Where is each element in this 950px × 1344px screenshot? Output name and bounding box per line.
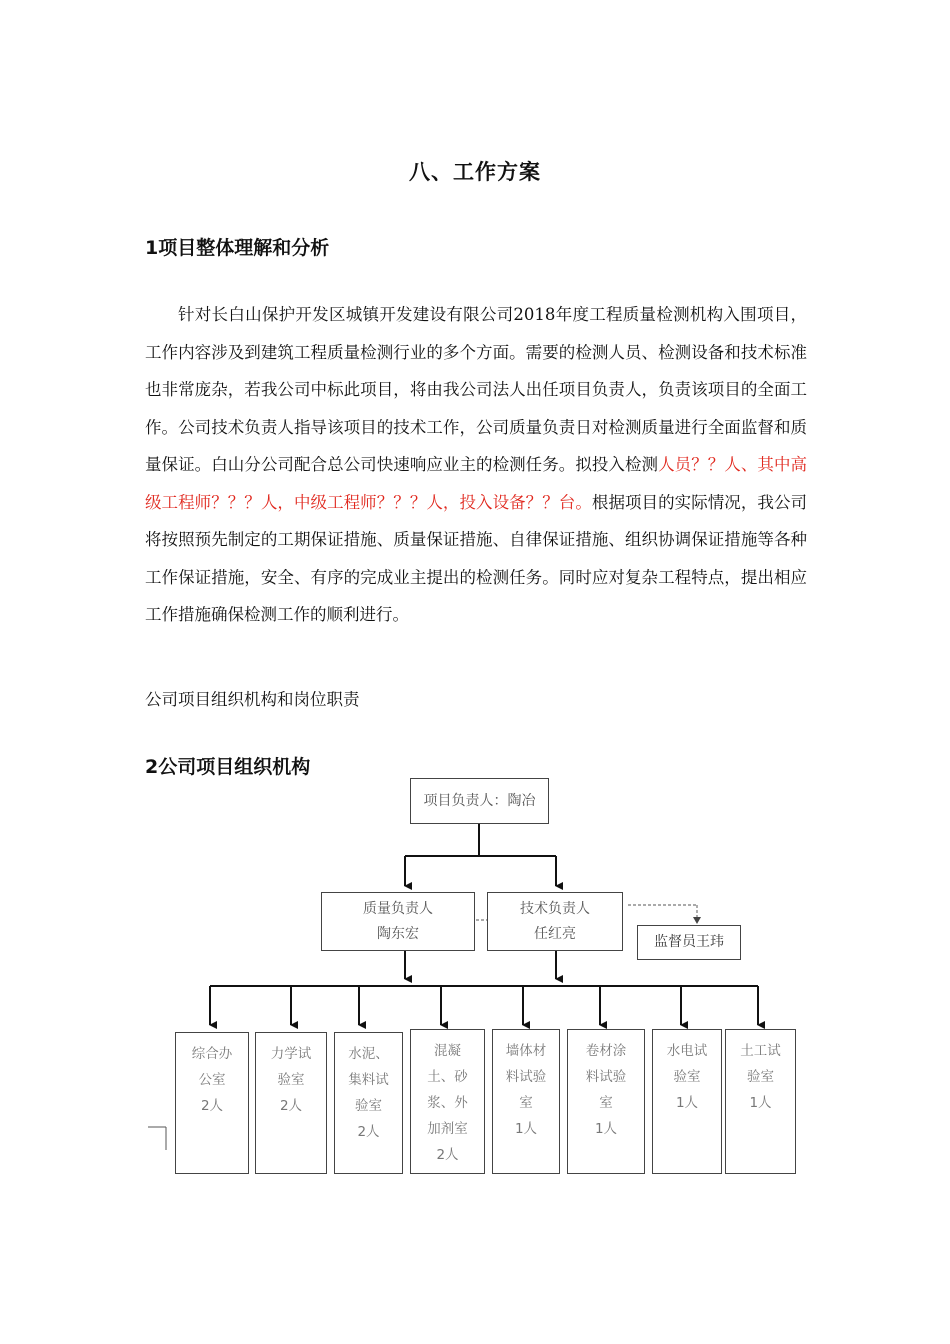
org-intro-line: 公司项目组织机构和岗位职责: [145, 690, 360, 709]
quality-lead-name: 陶东宏: [377, 925, 419, 942]
paragraph-highlight: 人员？？人、其中高级工程师？？？人，中级工程师？？？人，投入设备？？台。: [145, 455, 808, 512]
tech-lead-name: 任红亮: [534, 925, 576, 942]
lab-membrane-coatings: 卷材涂 料试验 室 1人: [567, 1029, 645, 1174]
lab-cement-aggregate: 水泥、 集料试 验室 2人: [334, 1032, 403, 1174]
page-title: 八、工作方案: [409, 160, 541, 184]
lab-wall-materials: 墙体材 料试验 室 1人: [492, 1029, 560, 1174]
lab-water-electric: 水电试 验室 1人: [652, 1029, 722, 1174]
lab-mechanics: 力学试 验室 2人: [255, 1032, 327, 1174]
lab-concrete-mortar: 混凝 土、砂 浆、外 加剂室 2人: [410, 1029, 485, 1174]
paragraph-text-part2: 根据项目的实际情况，我公司将按照预先制定的工期保证措施、质量保证措施、自律保证措施、组织协调保证措施等各种工作保证措施，安全、有序的完成业主提出的检测任务。同时应对复杂工程特点，提出相应工作措施确保检测工作的顺利进行。: [145, 492, 808, 624]
lab-general-office: 综合办 公室 2人: [175, 1032, 249, 1174]
paragraph-text-part1: 针对长白山保护开发区城镇开发建设有限公司2018年度工程质量检测机构入围项目，工作内容涉及到建筑工程质量检测行业的多个方面。需要的检测人员、检测设备和技术标准也非常庞杂，若我公司中标此项目，将由我公司法人出任项目负责人，负责该项目的全面工作。公司技术负责人指导该项目的技术工作，公司质量负责日对检测质量进行全面监督和质量保证。白山分公司配合总公司快速响应业主的检测任务。拟投入检测: [145, 305, 807, 474]
org-node-tech-lead: [487, 892, 623, 951]
section2-heading: 2公司项目组织机构: [145, 756, 311, 778]
org-node-supervisor: 监督员王玮: [637, 925, 741, 960]
org-node-quality-lead: [321, 892, 475, 951]
quality-lead-title: 质量负责人: [363, 900, 433, 917]
section1-heading: 1项目整体理解和分析: [145, 237, 330, 259]
tech-lead-title: 技术负责人: [520, 900, 590, 917]
org-node-project-lead: 项目负责人：陶冶: [410, 778, 549, 824]
lab-geotechnical: 土工试 验室 1人: [725, 1029, 796, 1174]
